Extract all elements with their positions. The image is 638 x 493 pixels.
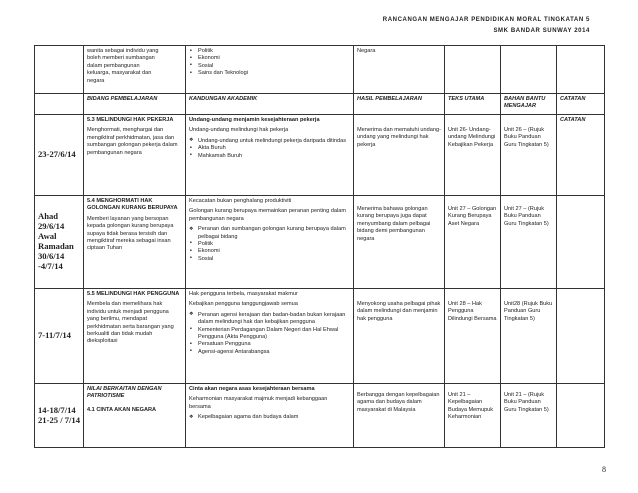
- teks-cell: Unit 28 – Hak Pengguna Dilindungi Bersama: [445, 289, 501, 384]
- bullet-list: ▪ Politik ▪ Ekonomi ▪ Sosial ▪ Sains dan Teknologi: [189, 48, 350, 78]
- bahan-header: BAHAN BANTU MENGAJAR: [501, 94, 557, 115]
- lesson-row: [35, 384, 605, 448]
- page-number: 8: [602, 465, 606, 474]
- bidang-cell: wanita sebagai individu yang boleh memberi sumbangan dalam pembangunan keluarga, masyarakat dan negara: [84, 46, 186, 94]
- bahan-cell: [501, 46, 557, 94]
- catatan-cell: [557, 196, 605, 289]
- bullet-list: ▪ Akta Buruh ▪ Mahkamah Buruh: [189, 145, 350, 160]
- hasil-header: HASIL PEMBELAJARAN: [354, 94, 445, 115]
- teks-cell: [445, 46, 501, 94]
- hasil-cell: Menyokong usaha pelbagai pihak dalam melindungi dan menjamin hak pengguna: [354, 289, 445, 384]
- bahan-cell: Unit 26 – (Rujuk Buku Panduan Guru Tingkatan 5): [501, 115, 557, 196]
- bahan-cell: Unit 21 – (Rujuk Buku Panduan Guru Tingkatan 5): [501, 384, 557, 448]
- continuation-row: [35, 46, 605, 94]
- hasil-cell: Menerima dan mematuhi undang-undang yang melindungi hak pekerja: [354, 115, 445, 196]
- catatan-cell: [557, 384, 605, 448]
- teks-cell: Unit 27 – Golongan Kurang Berupaya Aset Negara: [445, 196, 501, 289]
- week-cell: [35, 46, 84, 94]
- content-list: ❖ Kepelbagaian agama dan budaya dalam: [189, 414, 350, 421]
- bullet-list: ▪ Politik ▪ Ekonomi ▪ Sosial: [189, 241, 350, 263]
- lesson-row: [35, 115, 605, 196]
- kandungan-cell: Hak pengguna terbela, masyarakat makmur Kebajikan pengguna tanggungjawab semua ❖ Peranan agensi kerajaan dan badan-badan bukan kerajaan dalam melindungi hak dan kebajikan pengguna ▪ Kementerian Perdagangan Dalam Negeri dan Hal Ehwal Pengguna (Akta Pengguna) ▪ Persatuan Pengguna ▪ Agensi-agensi Antarabangsa: [186, 289, 354, 384]
- week-cell: 7-11/7/14: [35, 289, 84, 384]
- bahan-cell: Unit28 (Rujuk Buku Panduan Guru Tingkatan 5): [501, 289, 557, 384]
- kandungan-cell: [186, 46, 354, 94]
- teks-cell: Unit 26- Undang-undang Melindungi Kebajikan Pekerja: [445, 115, 501, 196]
- bullet-list: ▪ Kementerian Perdagangan Dalam Negeri dan Hal Ehwal Pengguna (Akta Pengguna) ▪ Persatuan Pengguna ▪ Agensi-agensi Antarabangsa: [189, 327, 350, 357]
- kandungan-cell: Kecacatan bukan penghalang produktiviti Golongan kurang berupaya memainkan peranan penting dalam pembangunan negara ❖ Peranan dan sumbangan golongan kurang berupaya dalam pelbagai bidang ▪ Politik ▪ Ekonomi ▪ Sosial: [186, 196, 354, 289]
- catatan-cell: CATATAN: [557, 115, 605, 196]
- hasil-cell: Berbangga dengan kepelbagaian agama dan budaya dalam masyarakat di Malaysia: [354, 384, 445, 448]
- teks-cell: Unit 21 – Kepelbagaian Budaya Memupuk Keharmonian: [445, 384, 501, 448]
- bidang-cell: 5.3 MELINDUNGI HAK PEKERJA Menghormati, menghargai dan mengiktiraf perkhidmatan, jasa dan sumbangan golongan pekerja dalam pembangunan negara: [84, 115, 186, 196]
- lesson-plan-table: [34, 45, 605, 448]
- content-list: ❖ Peranan agensi kerajaan dan badan-badan bukan kerajaan dalam melindungi hak dan kebajikan pengguna: [189, 312, 350, 327]
- week-cell: 14-18/7/14 21-25 / 7/14: [35, 384, 84, 448]
- catatan-header: CATATAN: [557, 94, 605, 115]
- lesson-row: [35, 196, 605, 289]
- content-list: ❖ Peranan dan sumbangan golongan kurang berupaya dalam pelbagai bidang: [189, 226, 350, 241]
- bidang-cell: 5.5 MELINDUNGI HAK PENGGUNA Membela dan memelihara hak individu untuk menjadi pengguna yang berilmu, mendapat perkhidmatan serta barangan yang berkualiti dan tidak mudah dieksploitasi: [84, 289, 186, 384]
- hasil-cell: Negara: [354, 46, 445, 94]
- catatan-cell: [557, 46, 605, 94]
- document-title: RANCANGAN MENGAJAR PENDIDIKAN MORAL TINGKATAN 5: [382, 17, 590, 23]
- catatan-cell: [557, 289, 605, 384]
- content-list: ❖ Undang-undang untuk melindungi pekerja daripada ditindas: [189, 138, 350, 145]
- week-cell: 23-27/6/14: [35, 115, 84, 196]
- school-name: SMK BANDAR SUNWAY 2014: [493, 28, 590, 34]
- bidang-cell: 5.4 MENGHORMATI HAK GOLONGAN KURANG BERUPAYA Memberi layanan yang bersopan kepada golongan kurang berupaya supaya tidak berasa tersisih dan mengiktiraf mereka sebagai insan ciptaan Tuhan: [84, 196, 186, 289]
- bahan-cell: Unit 27 – (Rujuk Buku Panduan Guru Tingkatan 5): [501, 196, 557, 289]
- bidang-header: BIDANG PEMBELAJARAN: [84, 94, 186, 115]
- lesson-row: [35, 289, 605, 384]
- column-header-row: [35, 94, 605, 115]
- week-cell: Ahad 29/6/14 Awal Ramadan 30/6/14 -4/7/14: [35, 196, 84, 289]
- week-header: [35, 94, 84, 115]
- teks-header: TEKS UTAMA: [445, 94, 501, 115]
- kandungan-cell: Undang-undang menjamin kesejahteraan pekerja Undang-undang melindungi hak pekerja ❖ Undang-undang untuk melindungi pekerja daripada ditindas ▪ Akta Buruh ▪ Mahkamah Buruh: [186, 115, 354, 196]
- bidang-cell: NILAI BERKAITAN DENGAN PATRIOTISME 4.1 CINTA AKAN NEGARA: [84, 384, 186, 448]
- kandungan-cell: Cinta akan negara asas kesejahteraan bersama Keharmonian masyarakat majmuk menjadi kebanggaan bersama ❖ Kepelbagaian agama dan budaya dalam: [186, 384, 354, 448]
- kandungan-header: KANDUNGAN AKADEMIK: [186, 94, 354, 115]
- hasil-cell: Menerima bahawa golongan kurang berupaya juga dapat menyumbang dalam pelbagai bidang demi pembangunan negara: [354, 196, 445, 289]
